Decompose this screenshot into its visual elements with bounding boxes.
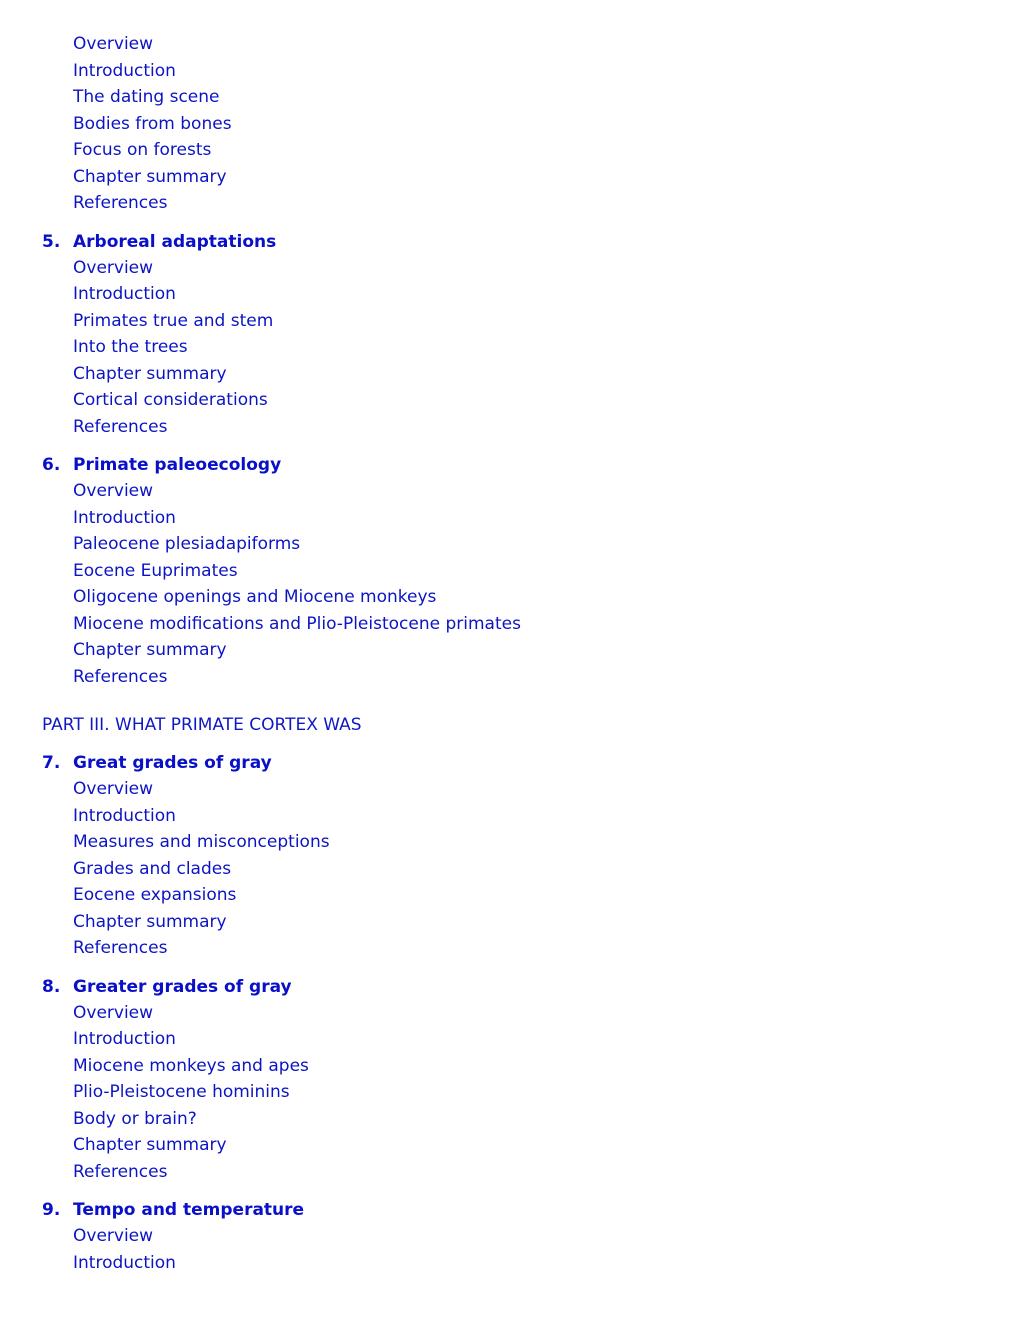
toc-link[interactable]: Introduction [73, 1252, 176, 1273]
toc-link[interactable]: Overview [73, 1226, 154, 1246]
chapter-number-wrap [0, 229, 73, 255]
toc-link[interactable]: Introduction [73, 284, 176, 304]
toc-link[interactable]: Overview [73, 257, 154, 278]
chapter-heading[interactable] [0, 1197, 1020, 1223]
chapter-heading[interactable] [0, 229, 1020, 255]
toc-link[interactable]: References [73, 193, 168, 213]
chapter-number: 9. [42, 1200, 61, 1220]
chapter-title[interactable]: Primate paleoecology [73, 455, 282, 475]
chapter-heading[interactable] [0, 974, 1020, 1000]
chapter-number-wrap [0, 452, 73, 478]
toc-link[interactable]: Miocene monkeys and apes [73, 1055, 309, 1076]
toc-link[interactable]: Primates true and stem [73, 310, 274, 331]
toc-link[interactable]: Introduction [73, 60, 176, 81]
toc-link[interactable]: Miocene modifications and Plio-Pleistocene primates [73, 613, 521, 634]
toc-link[interactable]: Introduction [73, 507, 176, 528]
toc-link[interactable]: References [73, 666, 168, 687]
chapter-number: 8. [42, 976, 61, 997]
chapter-number-wrap [0, 974, 73, 1000]
toc-link[interactable]: Measures and misconceptions [73, 832, 330, 852]
part-heading[interactable]: PART III. WHAT PRIMATE CORTEX WAS [42, 715, 362, 735]
chapter-heading[interactable] [0, 750, 1020, 776]
toc-link[interactable]: Into the trees [73, 337, 188, 357]
toc-link[interactable]: Overview [73, 1002, 154, 1023]
toc-link[interactable]: Bodies from bones [73, 113, 232, 134]
toc-link[interactable]: Introduction [73, 1029, 176, 1049]
chapter-number-wrap [0, 750, 73, 776]
chapter-title[interactable]: Great grades of gray [73, 753, 272, 773]
chapter-title[interactable]: Tempo and temperature [73, 1200, 305, 1220]
toc-link[interactable]: Body or brain? [73, 1108, 197, 1129]
toc-link[interactable]: Focus on forests [73, 140, 212, 160]
toc-link[interactable]: References [73, 416, 168, 437]
toc-link[interactable]: Chapter summary [73, 363, 227, 384]
chapter-heading[interactable] [0, 452, 1020, 478]
chapter-title[interactable]: Arboreal adaptations [73, 231, 277, 252]
toc-link[interactable]: The dating scene [73, 87, 220, 107]
toc-link[interactable]: Overview [73, 779, 154, 799]
toc-link[interactable]: Plio-Pleistocene hominins [73, 1082, 290, 1102]
toc-link[interactable]: Overview [73, 34, 154, 54]
toc-link[interactable]: Introduction [73, 805, 176, 826]
toc-link[interactable]: Chapter summary [73, 166, 227, 187]
chapter-number-wrap [0, 1197, 73, 1223]
toc-link[interactable]: Chapter summary [73, 640, 227, 660]
toc-link[interactable]: References [73, 938, 168, 958]
chapter-number: 5. [42, 231, 61, 252]
chapter-title[interactable]: Greater grades of gray [73, 976, 292, 997]
toc-link[interactable]: Overview [73, 481, 154, 501]
toc-link[interactable]: References [73, 1161, 168, 1182]
toc-link[interactable]: Chapter summary [73, 1135, 227, 1155]
toc-link[interactable]: Paleocene plesiadapiforms [73, 534, 301, 554]
toc-link[interactable]: Cortical considerations [73, 390, 268, 410]
chapter-number: 7. [42, 753, 61, 773]
toc-link[interactable]: Oligocene openings and Miocene monkeys [73, 587, 437, 607]
toc-link[interactable]: Eocene expansions [73, 885, 237, 905]
toc-link[interactable]: Chapter summary [73, 911, 227, 932]
chapter-number: 6. [42, 455, 61, 475]
toc-link[interactable]: Grades and clades [73, 858, 232, 879]
toc-link[interactable]: Eocene Euprimates [73, 560, 238, 581]
